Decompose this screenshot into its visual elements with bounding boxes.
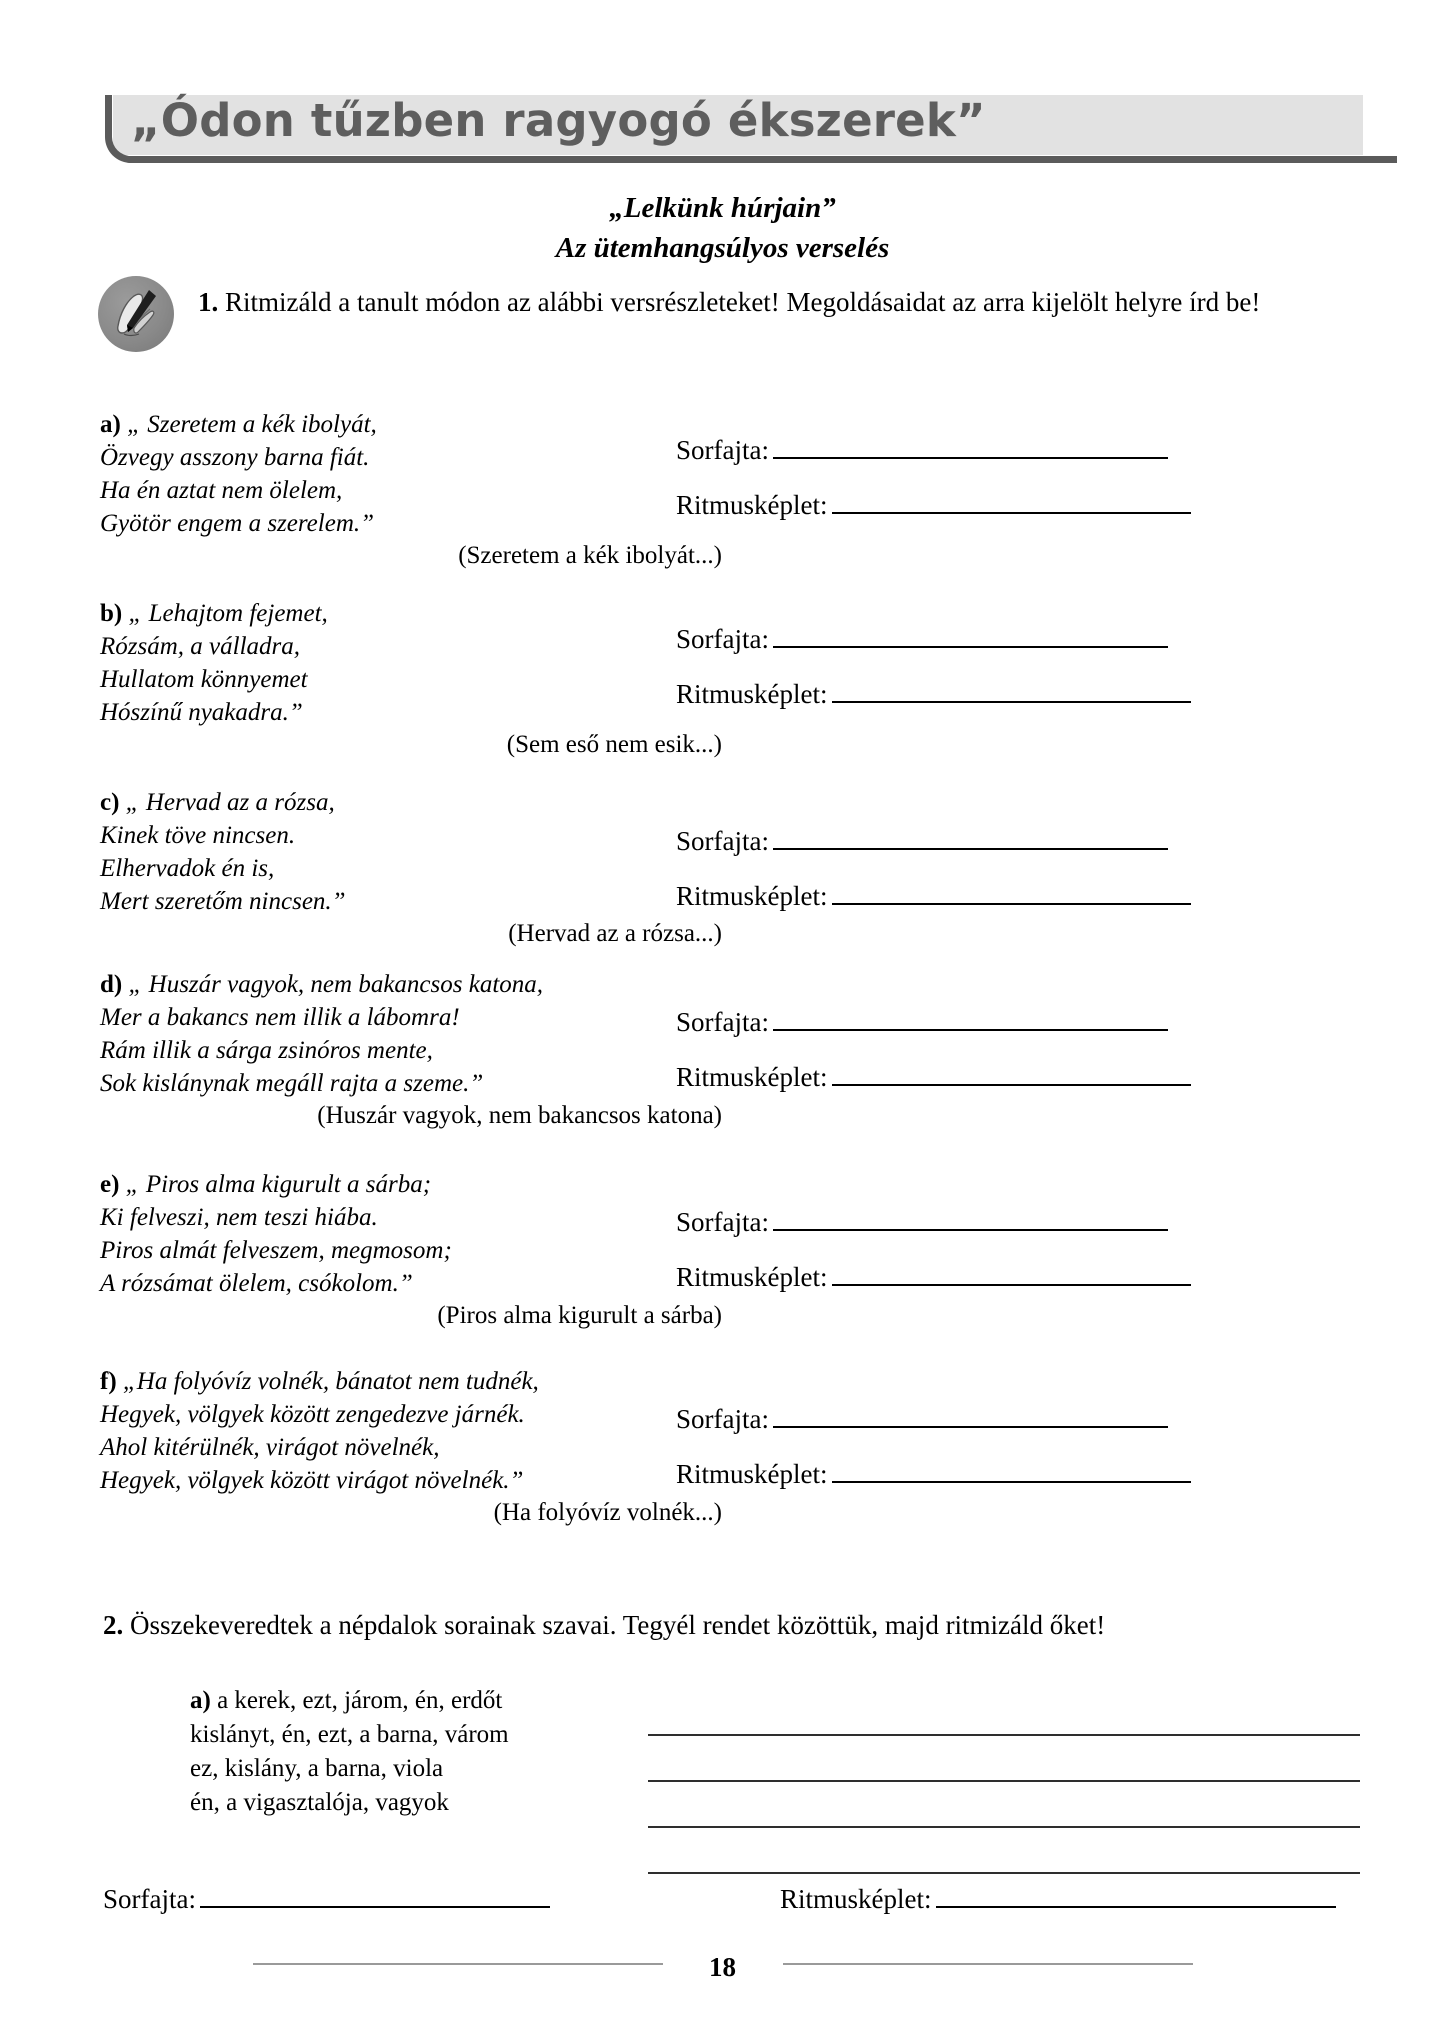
task-2-text: Összekeveredtek a népdalok sorainak szavai. Tegyél rendet közöttük, majd ritmizáld őket! [130,1610,1106,1640]
exercise-f-source: (Ha folyóvíz volnék...) [493,1499,722,1526]
exercise-a-source: (Szeretem a kék ibolyát...) [458,542,722,569]
exercise-d-marker: d) [100,971,123,998]
writing-line[interactable] [648,1736,1360,1782]
exercise-c-source: (Hervad az a rózsa...) [508,920,722,947]
poem-line: Rózsám, a válladra, [100,633,300,660]
ritmuskeplet-label: Ritmusképlet: [676,1262,828,1292]
exercise-e-source: (Piros alma kigurult a sárba) [437,1302,722,1329]
page-number: 18 [709,1952,736,1982]
sorfajta-label: Sorfajta: [676,1404,769,1434]
exercise-a-marker: a) [100,411,121,438]
exercise-a-ritmuskeplet-row [676,486,1191,521]
poem-line: Sok kislánynak megáll rajta a szeme.” [100,1070,484,1097]
exercise-a-sorfajta-row [676,431,1168,466]
poem-line: Hószínű nyakadra.” [100,699,303,726]
ritmuskeplet-input[interactable] [832,877,1191,905]
exercise-f-marker: f) [100,1368,117,1395]
exercise-f-sorfajta-row [676,1400,1168,1435]
subtitle-secondary: Az ütemhangsúlyos verselés [555,232,890,264]
footer-sorfajta-row [103,1880,550,1915]
exercise-c-ritmuskeplet-row [676,877,1191,912]
exercise-a-poem [100,408,740,540]
task-2-instruction [103,1610,1353,1641]
ritmuskeplet-input[interactable] [832,675,1191,703]
exercise-e-marker: e) [100,1171,120,1198]
poem-line: Kinek töve nincsen. [100,822,296,849]
exercise-c-sorfajta-row [676,822,1168,857]
sorfajta-label: Sorfajta: [676,826,769,856]
poem-line: „ Szeretem a kék ibolyát, [127,411,377,438]
writing-line[interactable] [648,1828,1360,1874]
poem-line: Ahol kitérülnék, virágot növelnék, [100,1434,440,1461]
exercise-e-poem [100,1168,740,1300]
exercise-d-poem [100,968,740,1100]
poem-line: Mert szeretőm nincsen.” [100,888,346,915]
task-2-number: 2. [103,1610,124,1640]
poem-line: „ Lehajtom fejemet, [128,600,328,627]
exercise-d-ritmuskeplet-row [676,1058,1191,1093]
scrambled-line: a kerek, ezt, járom, én, erdőt [217,1687,503,1714]
exercise-b-source: (Sem eső nem esik...) [506,731,722,758]
exercise-b-poem [100,597,740,729]
sorfajta-input[interactable] [773,822,1168,850]
ritmuskeplet-input[interactable] [832,1258,1191,1286]
poem-line: Mer a bakancs nem illik a lábomra! [100,1004,460,1031]
exercise-e-ritmuskeplet-row [676,1258,1191,1293]
writing-line[interactable] [648,1782,1360,1828]
ritmuskeplet-label: Ritmusképlet: [676,881,828,911]
sorfajta-input[interactable] [773,1003,1168,1031]
poem-line: A rózsámat ölelem, csókolom.” [100,1270,413,1297]
title-banner [105,95,1370,163]
poem-line: „ Hervad az a rózsa, [125,789,335,816]
ritmuskeplet-label: Ritmusképlet: [676,1062,828,1092]
sorfajta-input[interactable] [773,1203,1168,1231]
exercise-b-marker: b) [100,600,123,627]
exercise-c-marker: c) [100,789,120,816]
task-2-answer-lines [648,1690,1360,1874]
sorfajta-label: Sorfajta: [676,435,769,465]
ritmuskeplet-input[interactable] [832,1058,1191,1086]
sorfajta-input[interactable] [773,1400,1168,1428]
poem-line: Ki felveszi, nem teszi hiába. [100,1204,378,1231]
ritmuskeplet-label: Ritmusképlet: [780,1884,932,1914]
exercise-f-ritmuskeplet-row [676,1455,1191,1490]
task-1-text: Ritmizáld a tanult módon az alábbi versrészleteket! Megoldásaidat az arra kijelölt helyre írd be! [225,287,1261,317]
poem-line: Elhervadok én is, [100,855,275,882]
sorfajta-label: Sorfajta: [103,1884,196,1914]
sorfajta-input[interactable] [773,431,1168,459]
ritmuskeplet-label: Ritmusképlet: [676,679,828,709]
exercise-b-ritmuskeplet-row [676,675,1191,710]
page-footer [0,1952,1445,1982]
poem-line: Rám illik a sárga zsinóros mente, [100,1037,433,1064]
footer-ritmuskeplet-row [780,1880,1336,1915]
poem-line: Özvegy asszony barna fiát. [100,444,370,471]
poem-line: Hegyek, völgyek között zengedezve járnék. [100,1401,525,1428]
page-title: „Ódon tűzben ragyogó ékszerek” [131,94,986,147]
footer-answer-fields [0,1880,1445,1924]
exercise-d-sorfajta-row [676,1003,1168,1038]
ritmuskeplet-input[interactable] [832,486,1191,514]
sorfajta-input[interactable] [773,620,1168,648]
exercise-c-poem [100,786,740,918]
scrambled-line: ez, kislány, a barna, viola [190,1755,444,1782]
exercise-b-sorfajta-row [676,620,1168,655]
ritmuskeplet-label: Ritmusképlet: [676,490,828,520]
ritmuskeplet-label: Ritmusképlet: [676,1459,828,1489]
poem-line: „Ha folyóvíz volnék, bánatot nem tudnék, [122,1368,539,1395]
poem-line: „ Huszár vagyok, nem bakancsos katona, [128,971,544,998]
poem-line: Ha én aztat nem ölelem, [100,477,343,504]
task-2-item-marker: a) [190,1687,211,1714]
task-1-number: 1. [198,287,219,317]
sorfajta-label: Sorfajta: [676,1207,769,1237]
sorfajta-label: Sorfajta: [676,624,769,654]
writing-line[interactable] [648,1690,1360,1736]
sorfajta-input[interactable] [200,1880,550,1908]
subtitle-primary: „Lelkünk húrjain” [609,192,836,224]
task-2-word-list [190,1684,590,1820]
poem-line: Hullatom könnyemet [100,666,308,693]
exercise-e-sorfajta-row [676,1203,1168,1238]
exercise-f-poem [100,1365,740,1497]
ritmuskeplet-input[interactable] [936,1880,1336,1908]
scrambled-line: én, a vigasztalója, vagyok [190,1789,449,1816]
ritmuskeplet-input[interactable] [832,1455,1191,1483]
banner-underline [135,156,1397,163]
task-1-instruction [198,287,1358,318]
sorfajta-label: Sorfajta: [676,1007,769,1037]
scrambled-line: kislányt, én, ezt, a barna, várom [190,1721,509,1748]
poem-line: „ Piros alma kigurult a sárba; [125,1171,432,1198]
poem-line: Piros almát felveszem, megmosom; [100,1237,452,1264]
exercise-d-source: (Huszár vagyok, nem bakancsos katona) [317,1102,722,1129]
pen-in-hand-icon [98,276,174,352]
poem-line: Gyötör engem a szerelem.” [100,510,375,537]
poem-line: Hegyek, völgyek között virágot növelnék.” [100,1467,524,1494]
